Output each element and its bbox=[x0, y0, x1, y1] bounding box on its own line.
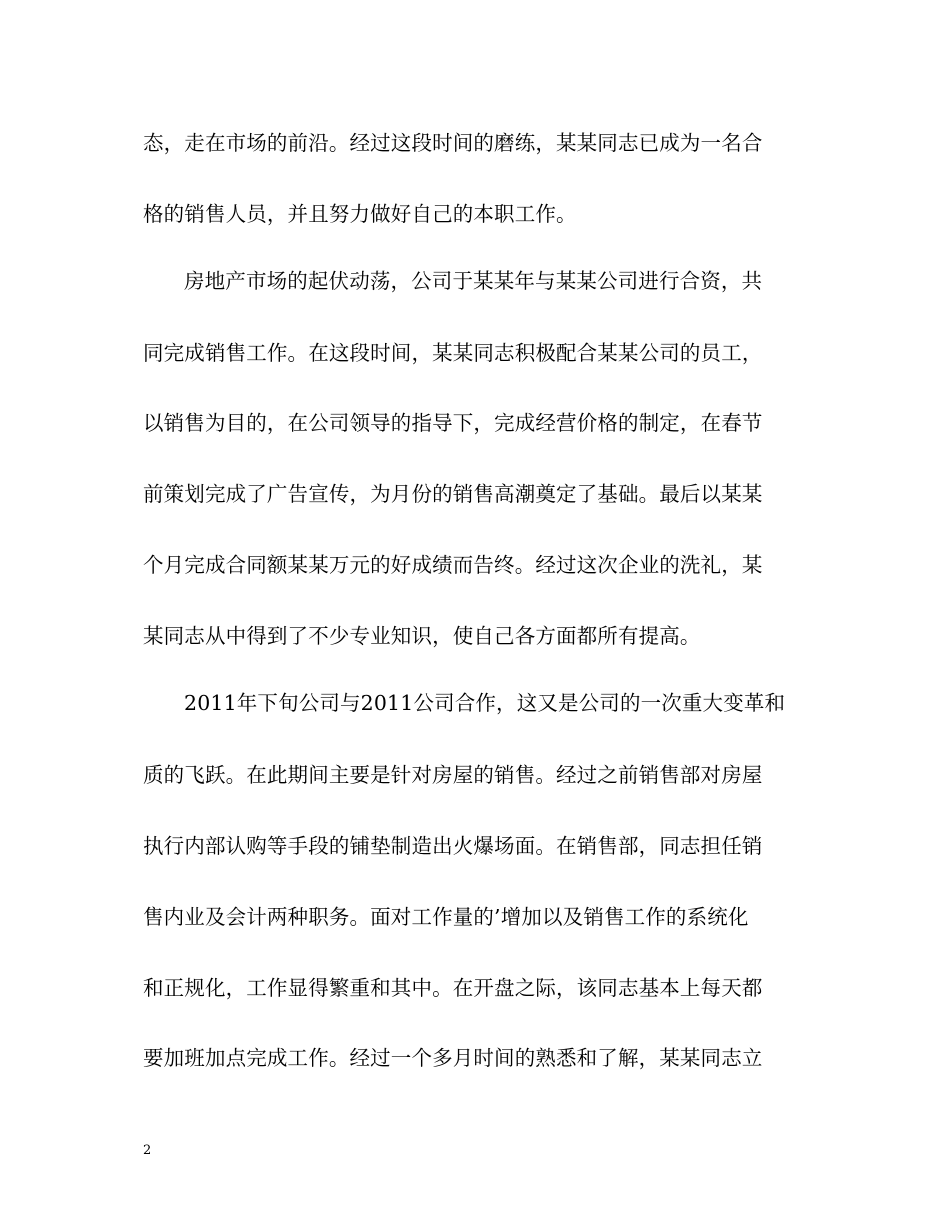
text-line: 和正规化，工作显得繁重和其中。在开盘之际，该同志基本上每天都 bbox=[143, 976, 763, 1000]
text-line: 执行内部认购等手段的铺垫制造出火爆场面。在销售部，同志担任销 bbox=[143, 834, 763, 858]
text-line: 前策划完成了广告宣传，为月份的销售高潮奠定了基础。最后以某某 bbox=[143, 482, 763, 506]
text-line: 要加班加点完成工作。经过一个多月时间的熟悉和了解，某某同志立 bbox=[143, 1046, 763, 1070]
page-number: 2 bbox=[143, 1143, 152, 1158]
text-line: 以销售为目的，在公司领导的指导下，完成经营价格的制定，在春节 bbox=[143, 411, 763, 435]
text-line: 个月完成合同额某某万元的好成绩而告终。经过这次企业的洗礼，某 bbox=[143, 553, 763, 577]
text-line: 售内业及会计两种职务。面对工作量的’增加以及销售工作的系统化 bbox=[143, 905, 749, 929]
text-line: 态，走在市场的前沿。经过这段时间的磨练，某某同志已成为一名合 bbox=[143, 131, 763, 155]
text-line: 格的销售人员，并且努力做好自己的本职工作。 bbox=[143, 202, 577, 226]
text-line: 同完成销售工作。在这段时间，某某同志积极配合某某公司的员工， bbox=[143, 341, 763, 365]
paragraph-start-line: 2011年下旬公司与2011公司合作，这又是公司的一次重大变革和 bbox=[184, 691, 786, 715]
paragraph-start-line: 房地产市场的起伏动荡，公司于某某年与某某公司进行合资，共 bbox=[184, 269, 763, 293]
text-line: 某同志从中得到了不少专业知识，使自己各方面都所有提高。 bbox=[143, 624, 701, 648]
text-line: 质的飞跃。在此期间主要是针对房屋的销售。经过之前销售部对房屋 bbox=[143, 763, 763, 787]
